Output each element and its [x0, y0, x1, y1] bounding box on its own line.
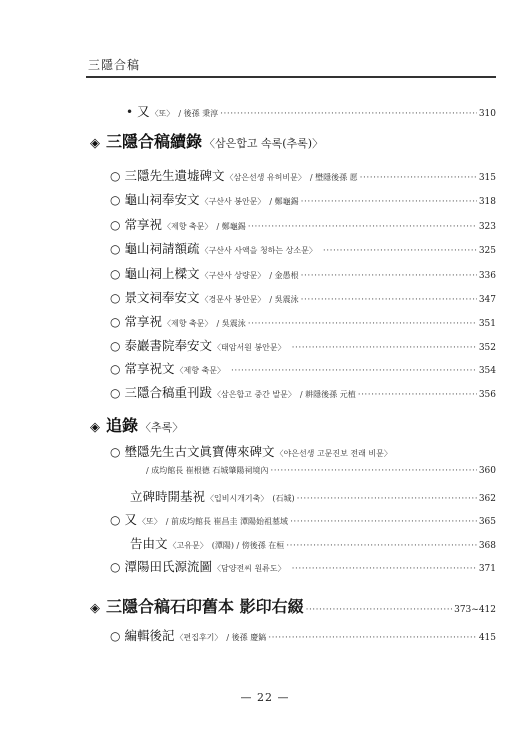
leader-dots: [268, 633, 477, 643]
entry-subtitle: 〈고유문〉: [168, 541, 208, 550]
entry-subtitle: 〈제향 축문〉: [175, 366, 225, 375]
running-head: 三隱合稿: [88, 58, 141, 72]
leader-dots: [248, 222, 477, 232]
entry-note: / 成均館長 崔根德 石城肇陽祠境內: [146, 466, 269, 475]
entry-title: 龜山祠奉安文: [124, 192, 200, 207]
leader-dots: [301, 295, 477, 305]
bullet-icon: ○: [110, 339, 121, 353]
toc-entry[interactable]: [110, 239, 496, 257]
leader-dots: [231, 366, 477, 376]
page-number: 351: [478, 319, 496, 329]
section-title: 三隱合稿續錄: [106, 132, 203, 151]
entry-subtitle: 〈야은선생 고문진보 전래 비문〉: [275, 449, 392, 458]
toc-entry[interactable]: [130, 534, 496, 552]
bullet-icon: •: [126, 105, 134, 119]
entry-title: 常享祝: [124, 314, 162, 329]
bullet-icon: ○: [110, 193, 121, 207]
diamond-bullet-icon: ◈: [90, 601, 100, 616]
leader-dots: [297, 494, 477, 504]
page-number: 325: [478, 246, 496, 256]
entry-subtitle: 〈담양전씨 원류도〉: [213, 564, 286, 573]
entry-title: 立碑時開基祝: [130, 489, 206, 504]
leader-dots: [360, 173, 477, 183]
leader-dots: [290, 517, 477, 527]
entry-note: (潭陽) / 傍後孫 在桓: [211, 541, 285, 550]
page-number: 315: [478, 173, 496, 183]
entry-title: 景文祠奉安文: [124, 290, 200, 305]
page-number: 356: [478, 390, 496, 400]
page-number: 373~412: [454, 605, 496, 615]
toc-entry[interactable]: [110, 336, 496, 354]
bullet-icon: ○: [110, 445, 121, 459]
page-number: 323: [478, 222, 496, 232]
bullet-icon: ○: [110, 560, 121, 574]
section-title: 追錄: [106, 416, 139, 435]
entry-note: / 壄隱後孫 愿: [309, 173, 358, 182]
leader-dots: [358, 390, 477, 400]
section-title: 三隱合稿石印舊本 影印右綴: [106, 597, 304, 616]
entry-note: / 鄭龜錫: [269, 197, 299, 206]
entry-title: 三隱合稿重刊跋: [124, 385, 212, 400]
bullet-icon: ○: [110, 218, 121, 232]
entry-title: 常享祝: [124, 217, 162, 232]
entry-title: 壄隱先生古文眞寶傳來碑文: [124, 444, 275, 459]
bullet-icon: ○: [110, 169, 121, 183]
entry-subtitle: 〈제향 축문〉: [163, 222, 213, 231]
bullet-icon: ○: [110, 386, 121, 400]
entry-note: (石城): [272, 494, 295, 503]
page-number: 336: [478, 271, 496, 281]
toc-entry[interactable]: [110, 264, 496, 282]
entry-subtitle: 〈또〉: [150, 109, 175, 118]
entry-title: 編輯後記: [124, 628, 175, 643]
entry-title: 告由文: [130, 536, 168, 551]
leader-dots: [323, 246, 477, 256]
section-heading: [90, 129, 323, 152]
leader-dots: [220, 109, 477, 119]
page-number: 352: [478, 343, 496, 353]
entry-note: / 金愚根: [269, 271, 299, 280]
entry-note: / 吳震泳: [216, 319, 246, 328]
bullet-icon: ○: [110, 362, 121, 376]
leader-dots: [292, 564, 477, 574]
entry-note: / 後孫 慶鎬: [226, 633, 267, 642]
leader-dots: [286, 541, 477, 551]
toc-entry[interactable]: [110, 510, 496, 528]
entry-title: 龜山祠請額疏: [124, 241, 200, 256]
bullet-icon: ○: [110, 291, 121, 305]
entry-subtitle: 〈삼은합고 중간 발문〉: [213, 390, 296, 399]
entry-note: / 鄭龜錫: [216, 222, 246, 231]
page-number: 360: [478, 466, 496, 476]
diamond-bullet-icon: ◈: [90, 136, 100, 151]
toc-entry[interactable]: [110, 190, 496, 208]
entry-subtitle: 〈편집후기〉: [175, 633, 223, 642]
entry-subtitle: 〈구산사 사액을 청하는 상소문〉: [200, 246, 317, 255]
entry-subtitle: 〈구산사 상량문〉: [200, 271, 266, 280]
page-number: 354: [478, 366, 496, 376]
bullet-icon: ○: [110, 629, 121, 643]
diamond-bullet-icon: ◈: [90, 420, 100, 435]
entry-subtitle: 〈경문사 봉안문〉: [200, 295, 266, 304]
entry-title: 又: [124, 512, 137, 527]
entry-note: / 後孫 秉淳: [178, 109, 219, 118]
entry-note: / 前成均館長 崔昌圭 潭陽始祖墓域: [165, 517, 289, 526]
toc-entry[interactable]: [110, 215, 496, 233]
entry-title: 三隱先生遺墟碑文: [124, 168, 225, 183]
header-rule: [86, 76, 496, 78]
section-heading: [90, 413, 183, 436]
page-number: 347: [478, 295, 496, 305]
entry-title: 龜山祠上樑文: [124, 266, 200, 281]
entry-title: 又: [137, 104, 150, 119]
toc-entry[interactable]: [110, 288, 496, 306]
entry-subtitle: 〈삼은선생 유허비문〉: [225, 173, 306, 182]
section-subtitle: 〈삼은합고 속록(추록)〉: [204, 137, 324, 150]
section-subtitle: 〈추록〉: [140, 421, 184, 434]
page-number: 365: [478, 517, 496, 527]
toc-entry[interactable]: [110, 557, 496, 575]
bullet-icon: ○: [110, 315, 121, 329]
toc-entry[interactable]: [110, 166, 496, 184]
page-number: 368: [478, 541, 496, 551]
bullet-icon: ○: [110, 513, 121, 527]
toc-entry[interactable]: [110, 383, 496, 401]
toc-entry[interactable]: [110, 442, 496, 460]
bullet-icon: ○: [110, 242, 121, 256]
leader-dots: [248, 319, 477, 329]
toc-entry[interactable]: [110, 312, 496, 330]
page-number: 318: [478, 197, 496, 207]
section-heading[interactable]: [90, 594, 496, 617]
leader-dots: [270, 466, 476, 476]
entry-note: / 吳震泳: [269, 295, 299, 304]
toc-entry[interactable]: [126, 102, 496, 120]
entry-subtitle: 〈또〉: [138, 517, 162, 526]
toc-entry[interactable]: [110, 626, 496, 644]
leader-dots: [301, 197, 477, 207]
entry-subtitle: 〈입비시개기축〉: [206, 494, 269, 503]
leader-dots: [306, 605, 453, 615]
bullet-icon: ○: [110, 267, 121, 281]
page-number: 362: [478, 494, 496, 504]
page-number: 310: [478, 109, 496, 119]
leader-dots: [292, 343, 477, 353]
page-number: 371: [478, 564, 496, 574]
toc-entry-continuation[interactable]: [146, 465, 496, 476]
entry-note: / 耕隱後孫 元植: [299, 390, 356, 399]
entry-title: 常享祝文: [124, 361, 175, 376]
page-folio: — 22 —: [240, 691, 290, 704]
entry-title: 泰巖書院奉安文: [124, 338, 212, 353]
entry-subtitle: 〈태암서원 봉안문〉: [213, 343, 286, 352]
toc-entry[interactable]: [130, 487, 496, 505]
entry-subtitle: 〈구산사 봉안문〉: [200, 197, 266, 206]
entry-title: 潭陽田氏源流圖: [124, 559, 212, 574]
toc-entry[interactable]: [110, 359, 496, 377]
page-number: 415: [478, 633, 496, 643]
entry-subtitle: 〈제향 축문〉: [163, 319, 213, 328]
leader-dots: [301, 271, 477, 281]
